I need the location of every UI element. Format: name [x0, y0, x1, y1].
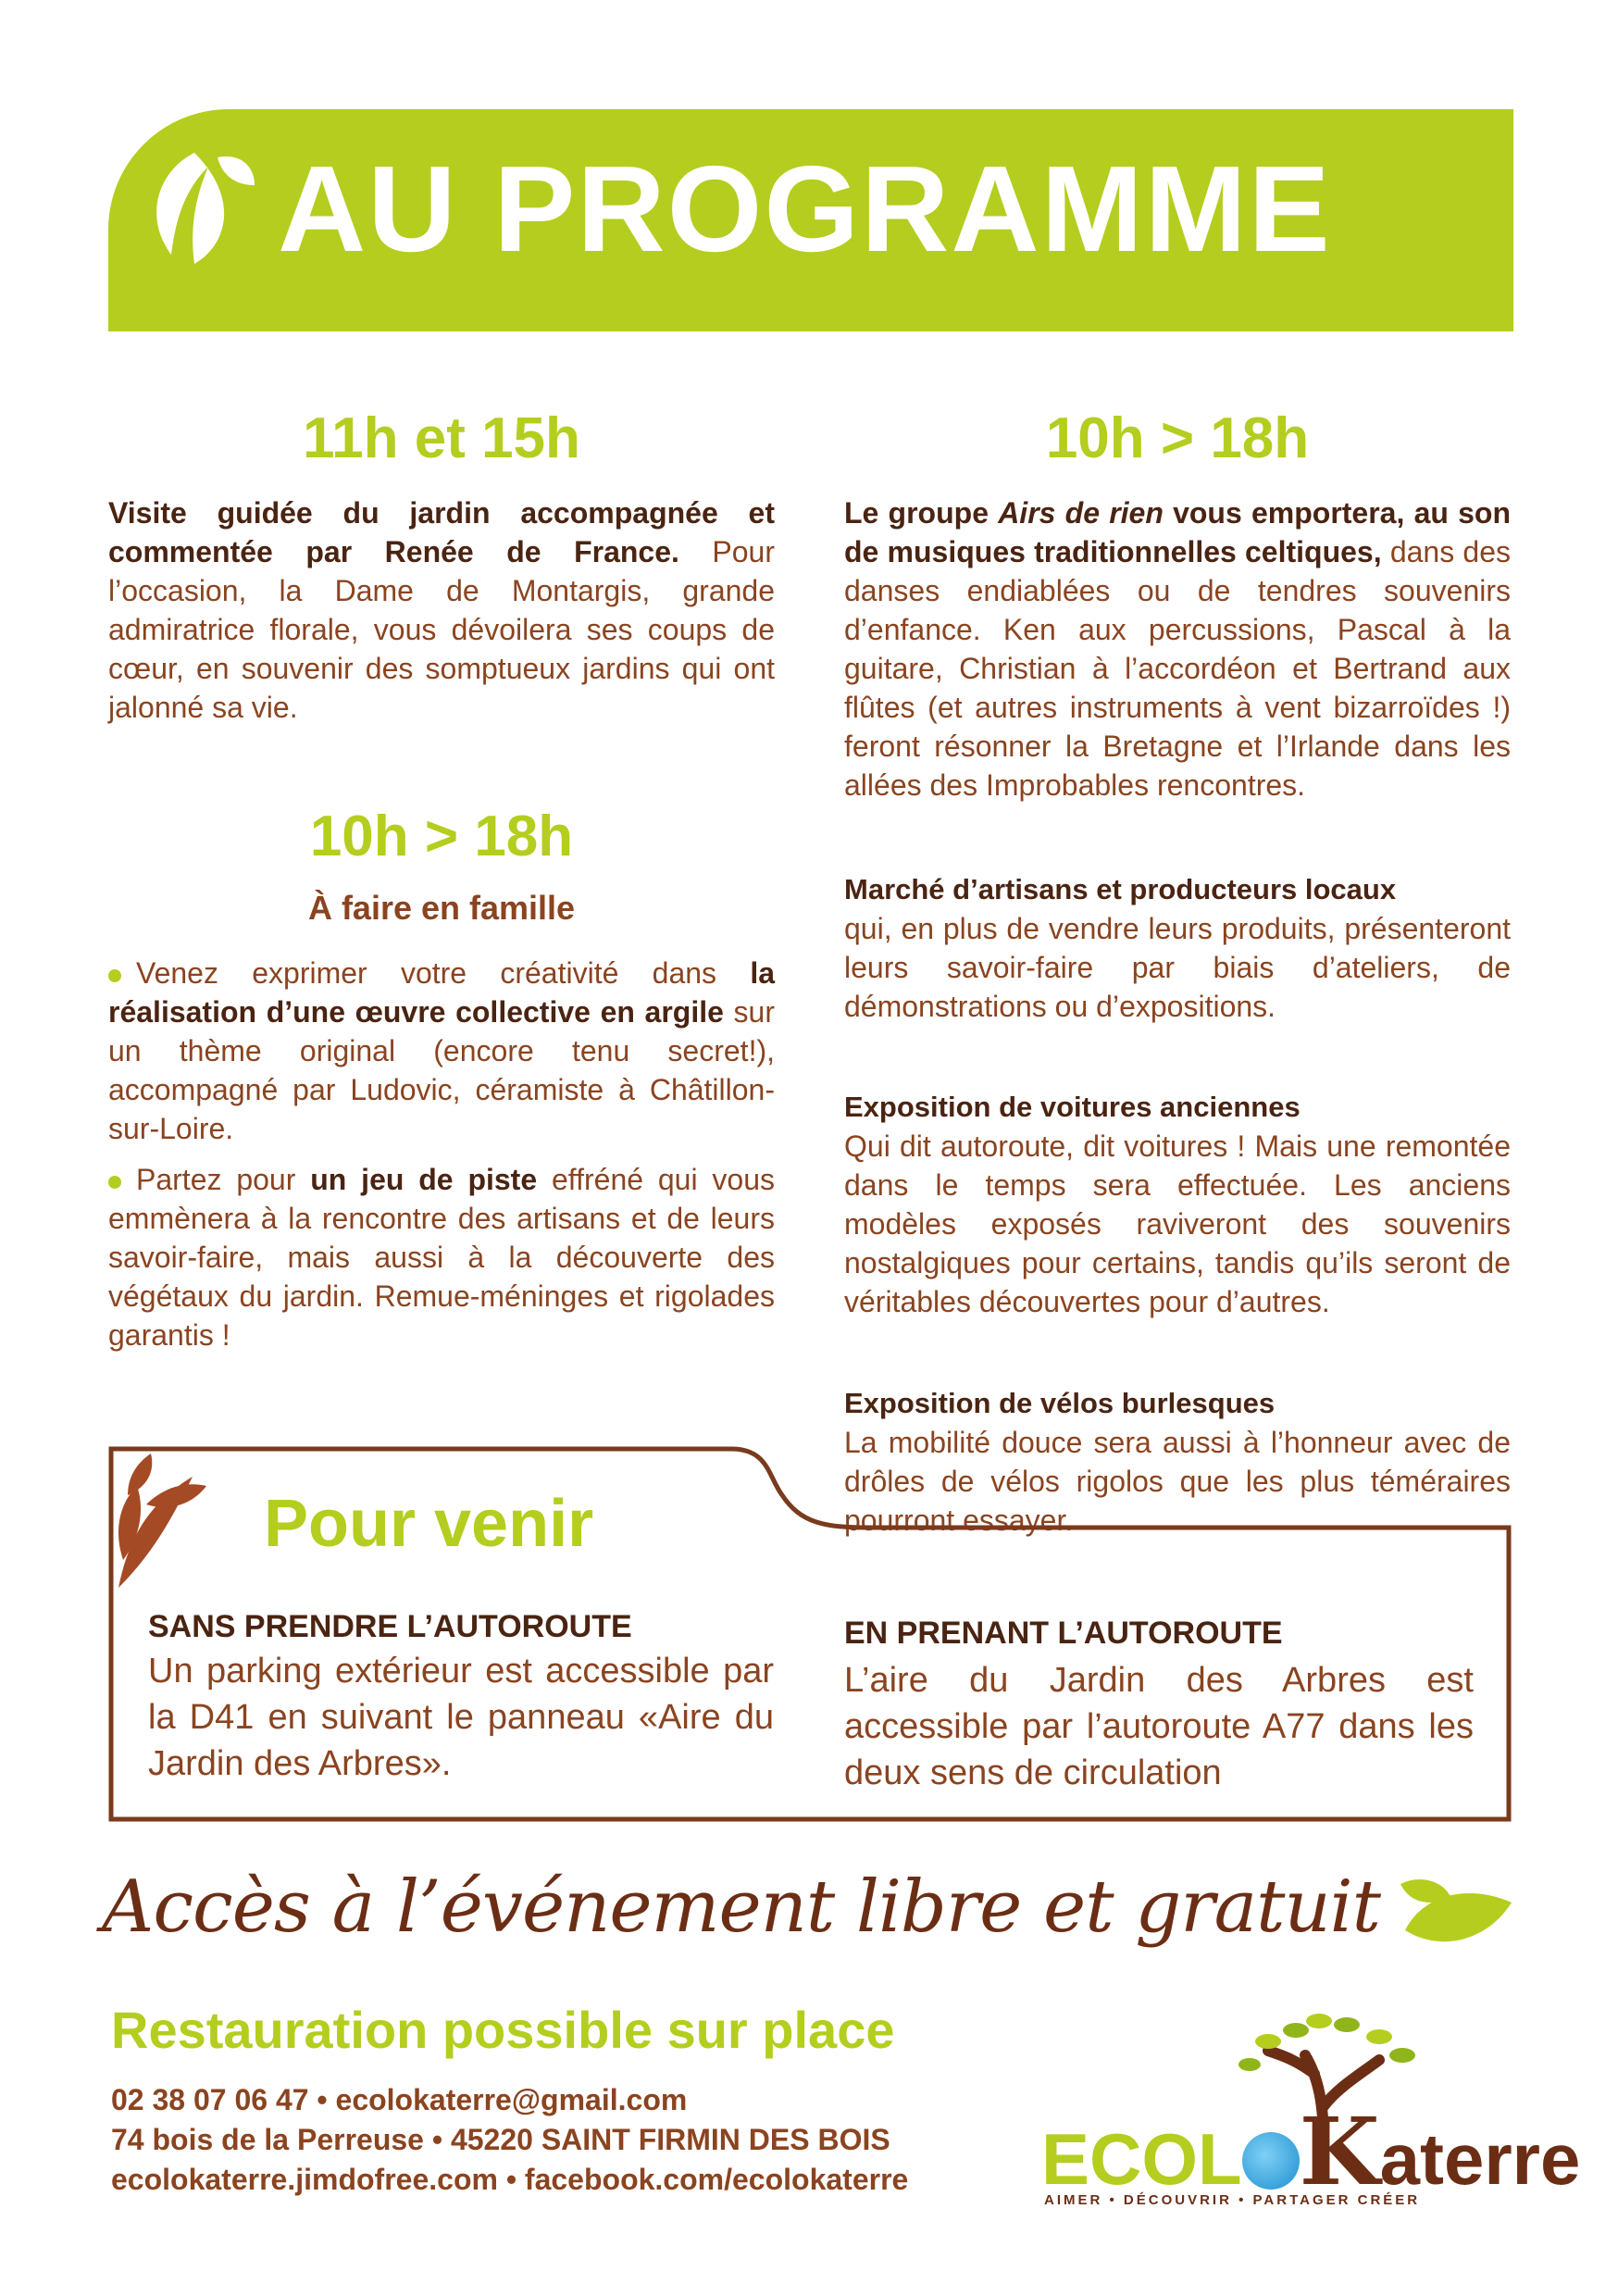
access-heading: Accès à l’événement libre et gratuit: [102, 1866, 1380, 1949]
no-highway-text: Un parking extérieur est accessible par la D41 en suivant le panneau «Aire du Jardin des Arbres».: [148, 1652, 774, 1783]
bullet-dot-icon: [108, 1176, 121, 1189]
family-bullet-1: Venez exprimer votre créativité dans la réalisation d’une œuvre collective en argile sur un thème original (encore tenu secret!), accompagné par Ludovic, céramiste à Châtillon-sur-Loire.: [108, 956, 776, 1145]
directions-title: Pour venir: [264, 1487, 594, 1561]
leaf-icon: [139, 144, 259, 273]
contact-line-2: 74 bois de la Perreuse • 45220 SAINT FIRMIN DES BOIS: [111, 2123, 890, 2156]
leaves-icon: [109, 1449, 211, 1597]
globe-icon: [1242, 2132, 1300, 2190]
no-highway-title: SANS PRENDRE L’AUTOROUTE: [148, 1609, 632, 1644]
family-bullet-2: Partez pour un jeu de piste effréné qui vous emmènera à la rencontre des artisans et de leurs savoir-faire, mais aussi à la découverte des végétaux du jardin. Remue-méninges et rigolades garantis !: [108, 1163, 776, 1352]
visit-bold: Visite guidée du jardin accompagnée et commentée par Renée de France.: [108, 496, 775, 568]
bikes-title: Exposition de vélos burlesques: [844, 1387, 1276, 1419]
music-paragraph: Le groupe Airs de rien vous emportera, au son de musiques traditionnelles celtiques, dans des danses endiablées ou de tendres souvenirs d’enfance. Ken aux percussions, Pascal à la guitare, Christian à l’accordéon et Bertrand aux flûtes (et autres instruments à vent bizarroïdes !) feront résonner la Bretagne et l’Irlande dans les allées des Improbables rencontres.: [844, 496, 1512, 802]
market-title: Marché d’artisans et producteurs locaux: [844, 873, 1397, 905]
bullet-dot-icon: [108, 969, 121, 982]
bikes-text: La mobilité douce sera aussi à l’honneur avec de drôles de vélos rigolos que les plus téméraires pourront essayer.: [844, 1426, 1511, 1537]
cars-paragraph: [844, 1088, 1511, 1321]
market-text: qui, en plus de vendre leurs produits, présenteront leurs savoir-faire par biais d’ateliers, de démonstrations ou d’expositions.: [844, 912, 1511, 1023]
leaf-icon: [1396, 1875, 1516, 1967]
highway-text: L’aire du Jardin des Arbres est accessible par l’autoroute A77 dans les deux sens de circulation: [844, 1661, 1474, 1792]
visit-time: 11h et 15h: [303, 406, 580, 470]
family-time: 10h > 18h: [309, 805, 574, 868]
visit-paragraph: [108, 493, 775, 727]
market-paragraph: [844, 870, 1511, 1026]
family-subtitle: À faire en famille: [307, 889, 576, 927]
logo-tagline: AIMER • DÉCOUVRIR • PARTAGER CRÉER: [1044, 2192, 1421, 2208]
cars-title: Exposition de voitures anciennes: [844, 1091, 1301, 1123]
music-time: 10h > 18h: [1045, 406, 1310, 470]
contact-line-3: ecolokaterre.jimdofree.com • facebook.com/ecolokaterre: [111, 2163, 909, 2196]
page-title: AU PROGRAMME: [278, 141, 1332, 277]
highway-title: EN PRENANT L’AUTOROUTE: [844, 1616, 1283, 1651]
cars-text: Qui dit autoroute, dit voitures ! Mais une remontée dans le temps sera effectuée. Les anciens modèles exposés raviveront des souvenirs nostalgiques pour certains, tandis qu’ils seront de véritables découvertes pour d’autres.: [844, 1129, 1511, 1318]
restauration-heading: Restauration possible sur place: [111, 2001, 895, 2059]
logo: ECOL Katerre: [1041, 2097, 1581, 2206]
contact-line-1: 02 38 07 06 47 • ecolokaterre@gmail.com: [111, 2083, 688, 2116]
visit-text: Pour l’occasion, la Dame de Montargis, grande admiratrice florale, vous dévoilera ses coups de cœur, en souvenir des somptueux jardins qui ont jalonné sa vie.: [108, 535, 776, 724]
